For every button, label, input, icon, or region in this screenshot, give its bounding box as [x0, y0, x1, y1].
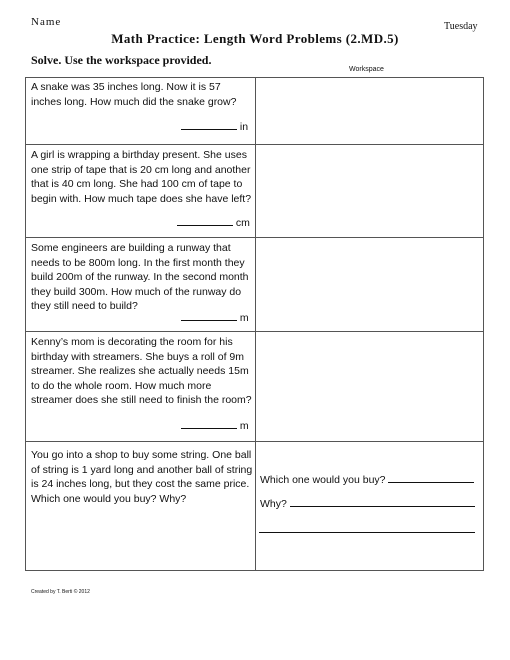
problem-4-unit: m: [239, 420, 249, 432]
problem-3-text: Some engineers are building a runway that needs to be 800m long. In the first month they build 200m of the runway. In the second month they build 300m. How much of the runway do they still need to build?: [31, 242, 249, 312]
answer-blank[interactable]: [177, 225, 233, 226]
answer-blank[interactable]: [181, 129, 237, 130]
problem-1-text: A snake was 35 inches long. Now it is 57 inches long. How much did the snake grow?: [31, 81, 237, 108]
page-title: Math Practice: Length Word Problems (2.MD.5): [111, 31, 399, 46]
instructions: Solve. Use the workspace provided.: [31, 53, 212, 67]
why-prompt[interactable]: [260, 498, 475, 510]
row-divider: [25, 237, 484, 238]
problem-2-text: A girl is wrapping a birthday present. She uses one strip of tape that is 20 cm long and another that is 40 cm long. She had 100 cm of tape to begin with. How much tape does she have left?: [31, 149, 252, 205]
problem-4-answer[interactable]: [181, 420, 249, 432]
problem-5-text: You go into a shop to buy some string. One ball of string is 1 yard long and another ball of string is 24 inches long, but they cost the same price. Which one would you buy? Why?: [31, 449, 253, 505]
why-label: Why?: [260, 498, 287, 510]
footer-credit: Created by T. Berti © 2012: [31, 589, 90, 595]
which-label: Which one would you buy?: [260, 474, 386, 486]
problem-3-unit: m: [239, 312, 249, 324]
problem-1-unit: in: [239, 121, 249, 133]
problem-1-answer[interactable]: [181, 121, 248, 133]
problem-4-text: Kenny’s mom is decorating the room for his birthday with streamers. She buys a roll of 9m streamer. She realizes she actually needs 15m to do the whole room. How much more streamer does she still need to finish the room?: [31, 336, 252, 406]
which-blank[interactable]: [388, 482, 474, 483]
problem-2-answer[interactable]: [177, 217, 250, 229]
problem-2-unit: cm: [235, 217, 250, 229]
workspace-label: Workspace: [349, 66, 384, 73]
day-label: Tuesday: [444, 21, 478, 32]
why-extra-line[interactable]: [259, 532, 475, 533]
answer-blank[interactable]: [181, 320, 237, 321]
row-divider: [25, 144, 484, 145]
row-divider: [25, 331, 484, 332]
column-divider: [255, 77, 256, 571]
name-label: Name: [31, 16, 62, 28]
answer-blank[interactable]: [181, 428, 237, 429]
problem-3-answer[interactable]: [181, 312, 249, 324]
why-blank[interactable]: [290, 506, 475, 507]
row-divider: [25, 441, 484, 442]
which-prompt[interactable]: [260, 474, 474, 486]
